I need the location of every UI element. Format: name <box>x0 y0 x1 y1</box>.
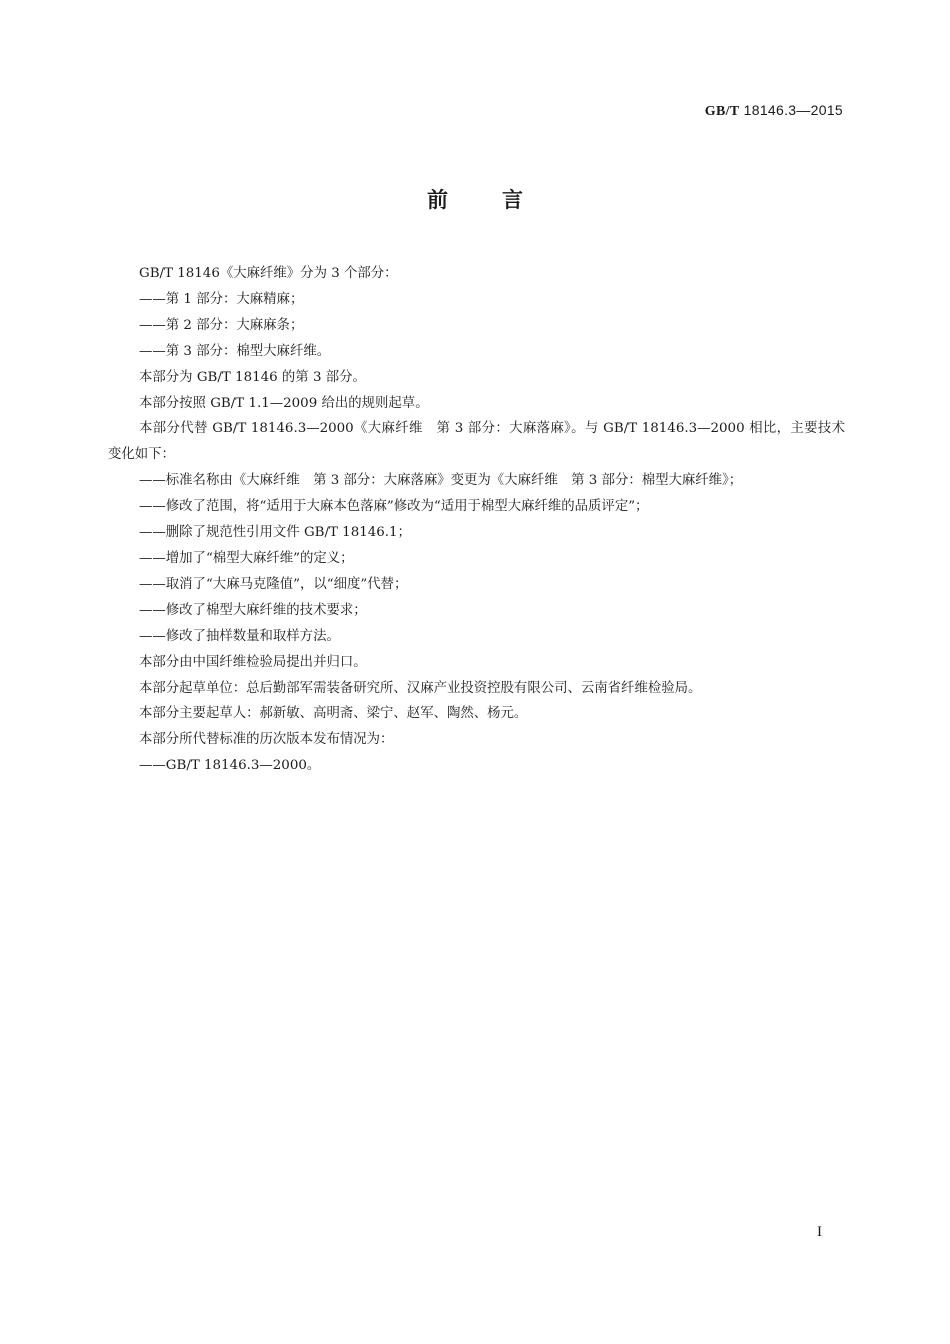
paragraph-drafting-rules: 本部分按照 GB/T 1.1—2009 给出的规则起草。 <box>139 395 429 411</box>
list-item-part-1: ——第 1 部分：大麻精麻； <box>139 291 304 307</box>
paragraph-this-part: 本部分为 GB/T 18146 的第 3 部分。 <box>139 369 366 385</box>
list-item-change-requirements: ——修改了棉型大麻纤维的技术要求； <box>139 602 367 618</box>
page-number: I <box>817 1224 822 1240</box>
paragraph-proposed-by: 本部分由中国纤维检验局提出并归口。 <box>139 654 367 670</box>
list-item-previous-edition: ——GB/T 18146.3—2000。 <box>139 758 321 774</box>
list-item-change-title: ——标准名称由《大麻纤维 第 3 部分：大麻落麻》变更为《大麻纤维 第 3 部分：棉型大麻纤维》； <box>139 473 743 489</box>
list-item-part-2: ——第 2 部分：大麻麻条； <box>139 317 304 333</box>
list-item-change-scope: ——修改了范围，将“适用于大麻本色落麻”修改为“适用于棉型大麻纤维的品质评定”； <box>139 499 649 515</box>
document-code-header <box>705 102 843 120</box>
list-item-change-sampling: ——修改了抽样数量和取样方法。 <box>139 628 340 644</box>
paragraph-drafters: 本部分主要起草人：郝新敏、高明斋、梁宁、赵军、陶然、杨元。 <box>139 706 528 722</box>
page-title: 前言 <box>427 188 577 212</box>
list-item-change-micronaire: ——取消了“大麻马克隆值”，以“细度”代替； <box>139 576 408 592</box>
paragraph-replaces: 本部分代替 GB/T 18146.3—2000《大麻纤维 第 3 部分：大麻落麻》。与 GB/T 18146.3—2000 相比，主要技术变化如下： <box>108 421 845 463</box>
paragraph-drafting-units: 本部分起草单位：总后勤部军需装备研究所、汉麻产业投资控股有限公司、云南省纤维检验局。 <box>139 680 702 696</box>
standard-code-prefix: GB/T <box>704 104 740 119</box>
list-item-change-definition: ——增加了“棉型大麻纤维”的定义； <box>139 550 354 566</box>
paragraph-parts-intro: GB/T 18146《大麻纤维》分为 3 个部分： <box>139 266 398 281</box>
foreword-body <box>108 261 845 779</box>
list-item-change-references: ——删除了规范性引用文件 GB/T 18146.1； <box>139 525 411 541</box>
list-item-part-3: ——第 3 部分：棉型大麻纤维。 <box>139 343 331 359</box>
paragraph-previous-editions: 本部分所代替标准的历次版本发布情况为： <box>139 732 394 748</box>
standard-code-number: 18146.3—2015 <box>743 102 843 118</box>
